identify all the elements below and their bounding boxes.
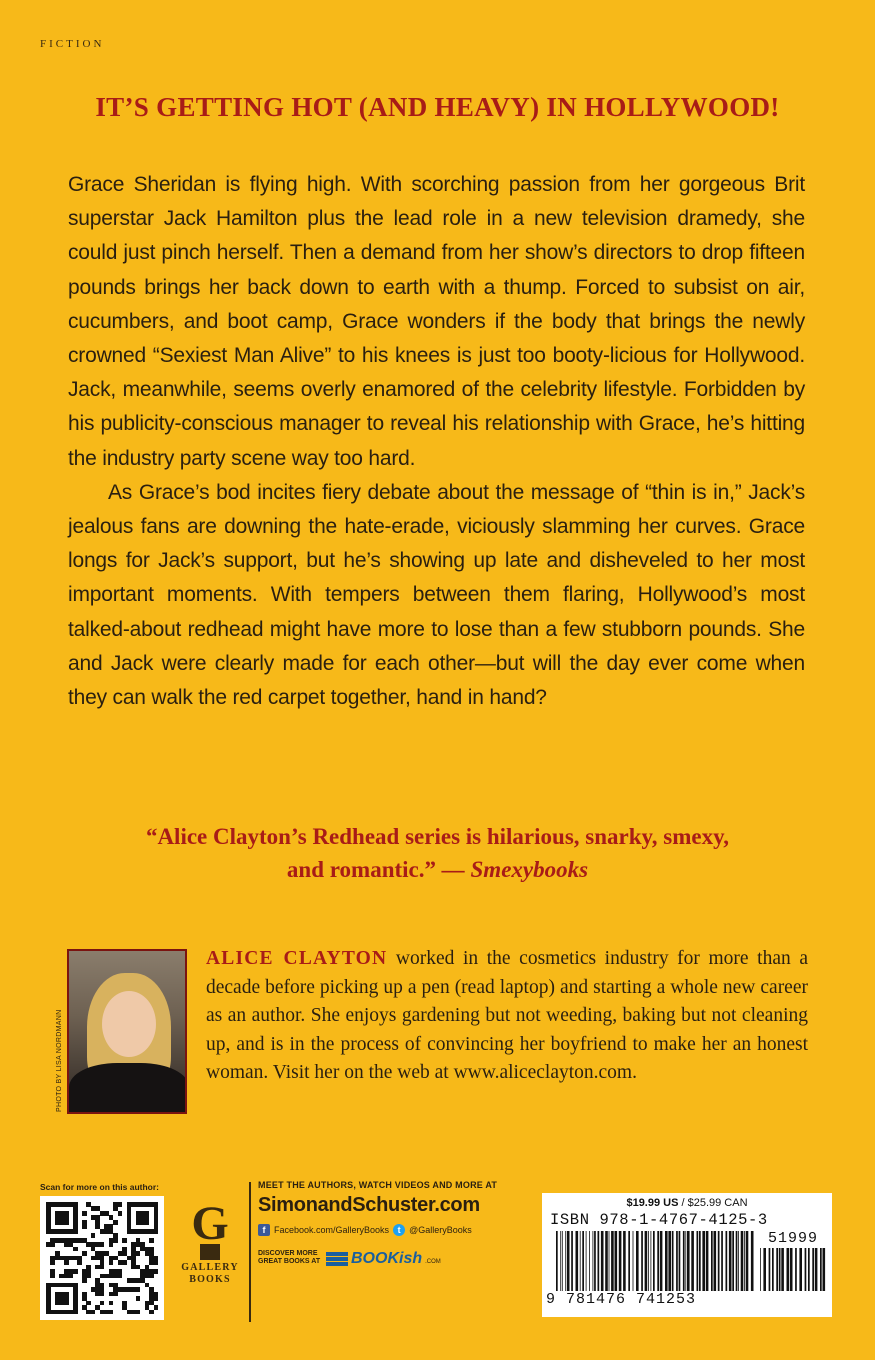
barcode-bar — [738, 1231, 739, 1291]
barcode-bar — [726, 1231, 728, 1291]
qr-module — [109, 1260, 114, 1265]
barcode-bar — [619, 1231, 622, 1291]
gallery-logo-line-2: BOOKS — [189, 1274, 231, 1285]
bookish-logo[interactable] — [326, 1250, 441, 1268]
photo-credit: PHOTO BY LISA NORDMANN — [56, 1009, 63, 1112]
simon-schuster-link[interactable]: SimonandSchuster.com — [258, 1194, 480, 1216]
qr-module — [73, 1229, 78, 1234]
qr-module — [113, 1292, 118, 1297]
qr-module — [50, 1274, 55, 1279]
qr-module — [64, 1301, 69, 1306]
barcode-bar — [641, 1231, 643, 1291]
qr-module — [100, 1265, 105, 1270]
qr-module — [64, 1260, 69, 1265]
barcode-bar — [665, 1231, 668, 1291]
barcode-bar — [648, 1231, 649, 1291]
barcode-bar — [605, 1231, 608, 1291]
barcode-bar — [571, 1231, 573, 1291]
isbn-number: ISBN 978-1-4767-4125-3 — [550, 1211, 768, 1229]
qr-module — [154, 1305, 159, 1310]
qr-module — [118, 1211, 123, 1216]
genre-label: FICTION — [40, 38, 105, 50]
barcode-bar — [799, 1248, 802, 1291]
qr-module — [154, 1296, 159, 1301]
facebook-icon: f — [258, 1224, 270, 1236]
qr-module — [86, 1274, 91, 1279]
barcode-bar — [805, 1248, 807, 1291]
barcode-bar — [711, 1231, 713, 1291]
barcode-bar — [779, 1248, 781, 1291]
qr-module — [149, 1274, 154, 1279]
meet-authors-text: MEET THE AUTHORS, WATCH VIDEOS AND MORE AT — [258, 1180, 498, 1190]
barcode-bar — [699, 1231, 701, 1291]
qr-module — [109, 1301, 114, 1306]
barcode-bar — [556, 1231, 558, 1291]
barcode-bar — [567, 1231, 570, 1291]
barcode-bar — [628, 1231, 630, 1291]
barcode-bar — [736, 1231, 738, 1291]
barcode-bar — [706, 1231, 709, 1291]
quote-line-2-text: and romantic.” — [286, 857, 437, 882]
qr-module — [100, 1242, 105, 1247]
qr-module — [118, 1202, 123, 1207]
qr-module — [68, 1274, 73, 1279]
barcode-bar — [714, 1231, 717, 1291]
bookish-wordmark: BOOKish — [351, 1250, 423, 1267]
barcode-bar — [593, 1231, 594, 1291]
qr-module — [154, 1229, 159, 1234]
qr-module — [82, 1251, 87, 1256]
barcode-bar — [718, 1231, 720, 1291]
qr-module — [86, 1301, 91, 1306]
price-label — [542, 1197, 832, 1209]
barcode-bar — [560, 1231, 561, 1291]
qr-module — [145, 1220, 150, 1225]
barcode-bar — [651, 1231, 652, 1291]
author-photo-face — [102, 991, 156, 1057]
addon-barcode — [760, 1248, 826, 1291]
barcode-bar — [685, 1231, 686, 1291]
barcode-bar — [679, 1231, 681, 1291]
barcode-bar — [760, 1248, 761, 1291]
blurb — [68, 168, 805, 715]
qr-scan-label: Scan for more on this author: — [40, 1182, 160, 1192]
qr-module — [136, 1287, 141, 1292]
barcode-bar — [653, 1231, 655, 1291]
qr-module — [50, 1260, 55, 1265]
qr-module — [50, 1242, 55, 1247]
qr-module — [64, 1220, 69, 1225]
barcode-bar — [769, 1248, 771, 1291]
author-photo — [67, 949, 187, 1114]
barcode-bar — [676, 1231, 678, 1291]
qr-module — [100, 1301, 105, 1306]
discover-line-2: GREAT BOOKS AT — [258, 1258, 321, 1265]
discover-line-1: DISCOVER MORE — [258, 1250, 318, 1257]
barcode-panel — [542, 1193, 832, 1317]
ean-number: 9 781476 741253 — [546, 1291, 697, 1308]
barcode-bar — [812, 1248, 814, 1291]
quote-line-2 — [0, 853, 875, 886]
barcode-bar — [790, 1248, 793, 1291]
qr-module — [149, 1238, 154, 1243]
barcode-bar — [623, 1231, 626, 1291]
barcode-bar — [611, 1231, 614, 1291]
qr-module — [82, 1224, 87, 1229]
barcode-bar — [763, 1248, 766, 1291]
author-bio-text: worked in the cosmetics industry for more than a decade before picking up a pen (read laptop) and starting a whole new career as an author. She enjoys gardening but not weeding, baking but not cleaning up, and is in the process of convincing her boyfriend to make her an honest woman. Visit her on the web at www.aliceclayton.com. — [206, 948, 808, 1084]
facebook-link[interactable]: Facebook.com/GalleryBooks — [274, 1225, 390, 1235]
barcode-bar — [645, 1231, 648, 1291]
barcode-bar — [729, 1231, 732, 1291]
qr-module — [118, 1274, 123, 1279]
barcode-bar — [633, 1231, 634, 1291]
author-name: ALICE CLAYTON — [206, 948, 388, 969]
qr-module — [109, 1242, 114, 1247]
review-quote — [0, 820, 875, 886]
barcode-bar — [751, 1231, 754, 1291]
ean-barcode — [556, 1231, 756, 1291]
barcode-bar — [657, 1231, 659, 1291]
barcode-bar — [565, 1231, 566, 1291]
headline: IT’S GETTING HOT (AND HEAVY) IN HOLLYWOOD! — [95, 92, 780, 122]
barcode-bar — [697, 1231, 699, 1291]
barcode-bar — [598, 1231, 600, 1291]
barcode-bar — [601, 1231, 604, 1291]
quote-line-1: “Alice Clayton’s Redhead series is hilarious, snarky, smexy, — [145, 824, 730, 849]
author-bio — [206, 945, 808, 1088]
twitter-link[interactable]: @GalleryBooks — [409, 1225, 472, 1235]
qr-module — [109, 1310, 114, 1315]
price-us: $19.99 US — [626, 1197, 679, 1209]
qr-module — [113, 1238, 118, 1243]
barcode-bar — [721, 1231, 723, 1291]
bookish-tld: .COM — [425, 1259, 441, 1265]
qr-module — [73, 1269, 78, 1274]
barcode-bar — [741, 1231, 744, 1291]
price-can: $25.99 CAN — [687, 1197, 748, 1209]
author-photo-jacket — [69, 1063, 187, 1114]
qr-module — [91, 1310, 96, 1315]
barcode-bar — [687, 1231, 690, 1291]
price-separator: / — [678, 1197, 688, 1209]
qr-module — [73, 1247, 78, 1252]
barcode-bar — [691, 1231, 694, 1291]
barcode-bar — [594, 1231, 596, 1291]
barcode-bar — [787, 1248, 790, 1291]
barcode-bar — [702, 1231, 705, 1291]
social-links — [258, 1224, 472, 1236]
price-addon-number: 51999 — [768, 1230, 819, 1247]
barcode-bar — [615, 1231, 618, 1291]
qr-module — [136, 1251, 141, 1256]
barcode-bar — [823, 1248, 826, 1291]
book-stack-icon — [326, 1252, 348, 1266]
gallery-logo-letter: G — [191, 1197, 229, 1250]
qr-module — [82, 1278, 87, 1283]
gallery-books-logo — [178, 1197, 242, 1286]
footer-divider — [249, 1182, 251, 1322]
qr-module — [154, 1260, 159, 1265]
qr-module — [136, 1310, 141, 1315]
qr-module — [122, 1238, 127, 1243]
qr-module — [82, 1211, 87, 1216]
quote-source: — Smexybooks — [441, 857, 589, 882]
barcode-bar — [772, 1248, 774, 1291]
barcode-bar — [576, 1231, 579, 1291]
barcode-bar — [808, 1248, 810, 1291]
qr-code[interactable] — [40, 1196, 164, 1320]
barcode-bar — [582, 1231, 584, 1291]
barcode-bar — [636, 1231, 639, 1291]
barcode-bar — [586, 1231, 587, 1291]
barcode-bar — [580, 1231, 581, 1291]
blurb-paragraph-2: As Grace’s bod incites fiery debate about the message of “thin is in,” Jack’s jealous fans are downing the hate-erade, viciously slamming her curves. Grace longs for Jack’s support, but he’s showing up late and disheveled to her most important moments. With tempers between them flaring, Hollywood’s most talked-about redhead might have more to lose than a few stubborn pounds. She and Jack were clearly made for each other—but will the day ever come when they can walk the red carpet together, hand in hand? — [68, 480, 805, 710]
qr-module — [154, 1269, 159, 1274]
barcode-bar — [732, 1231, 734, 1291]
barcode-bar — [609, 1231, 610, 1291]
qr-module — [100, 1292, 105, 1297]
qr-code-pattern — [46, 1202, 158, 1314]
barcode-bar — [562, 1231, 563, 1291]
qr-module — [136, 1296, 141, 1301]
barcode-bar — [820, 1248, 822, 1291]
qr-module — [122, 1260, 127, 1265]
qr-module — [149, 1310, 154, 1315]
gallery-logo-line-1: GALLERY — [181, 1262, 239, 1273]
barcode-bar — [744, 1231, 745, 1291]
blurb-paragraph-1: Grace Sheridan is flying high. With scorching passion from her gorgeous Brit superstar Jack Hamilton plus the lead role in a new television dramedy, she could just pinch herself. Then a demand from her show’s directors to drop fifteen pounds brings her back down to earth with a thump. Forced to subsist on air, cucumbers, and boot camp, Grace wonders if the body that brings the newly crowned “Sexiest Man Alive” to his knees is just too booty-licious for Hollywood. Jack, meanwhile, seems overly enamored of the celebrity lifestyle. Forbidden by his publicity-conscious manager to reveal his relationship with Grace, he’s hitting the industry party scene way too hard. — [68, 173, 805, 470]
barcode-bar — [660, 1231, 663, 1291]
barcode-bar — [746, 1231, 749, 1291]
qr-module — [77, 1260, 82, 1265]
barcode-bar — [589, 1231, 590, 1291]
barcode-bar — [795, 1248, 797, 1291]
qr-module — [91, 1233, 96, 1238]
barcode-bar — [815, 1248, 818, 1291]
qr-module — [73, 1310, 78, 1315]
barcode-bar — [776, 1248, 778, 1291]
barcode-bar — [781, 1248, 784, 1291]
barcode-bar — [668, 1231, 671, 1291]
barcode-bar — [683, 1231, 685, 1291]
twitter-icon: t — [393, 1224, 405, 1236]
barcode-bar — [672, 1231, 674, 1291]
qr-module — [113, 1220, 118, 1225]
